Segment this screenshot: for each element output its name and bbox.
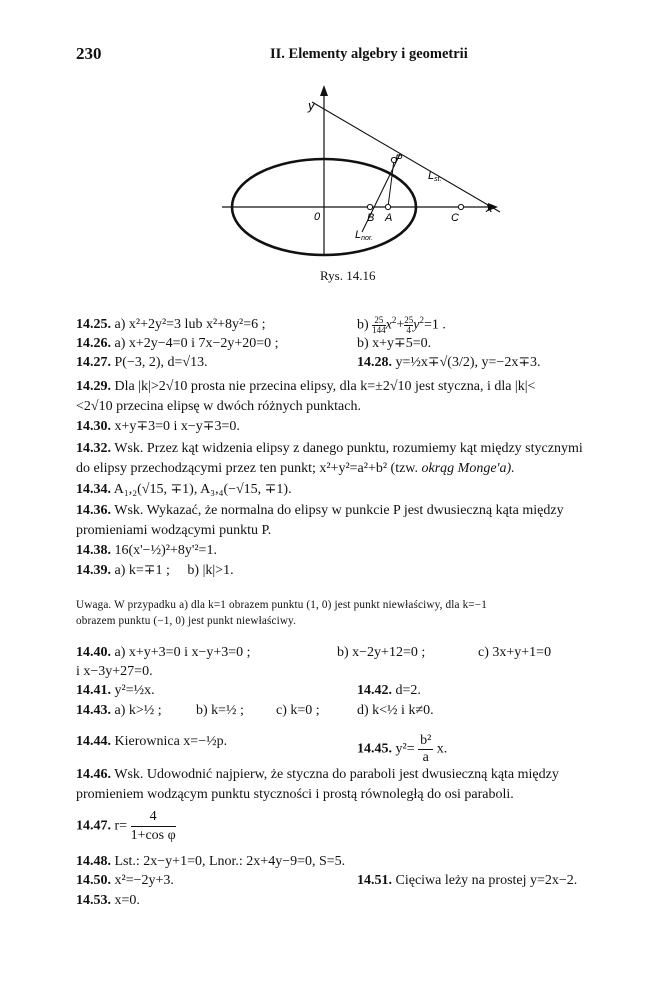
answer-14-36: 14.36. Wsk. Wykazać, że normalna do elipsy w punkcie P jest dwusieczną kąta między (76, 503, 564, 518)
answer-14-44: 14.44. Kierownica x=−½p. (76, 734, 228, 749)
y-axis-arrow (320, 85, 328, 96)
answer-14-48: 14.48. Lst.: 2x−y+1=0, Lnor.: 2x+4y−9=0, S=5. (76, 854, 346, 869)
answer-14-28: 14.28. y=½x∓√(3/2), y=−2x∓3. (357, 355, 541, 370)
answer-14-43-c: c) k=0 ; (276, 703, 320, 718)
answer-14-40: 14.40. a) x+y+3=0 i x−y+3=0 ; (76, 645, 251, 660)
answer-14-39: 14.39. a) k=∓1 ; b) |k|>1. (76, 563, 234, 578)
answer-14-40-cont: i x−3y+27=0. (76, 664, 153, 679)
label-b: B (367, 212, 375, 224)
segment-p-a (388, 160, 394, 207)
figure-caption: Rys. 14.16 (320, 268, 376, 283)
note-line-2: obrazem punktu (−1, 0) jest punkt niewłaściwy. (76, 615, 297, 627)
answer-14-32: 14.32. Wsk. Przez kąt widzenia elipsy z danego punktu, rozumiemy kąt między stycznymi (76, 441, 583, 456)
tangent-line (312, 102, 500, 212)
answer-14-47: 14.47. r= $\frac{4}{\text{1+cos φ}}$ (76, 809, 176, 843)
answer-number: 14.25. (76, 317, 111, 332)
label-y: y (308, 98, 315, 113)
note-line-1: Uwaga. W przypadku a) dla k=1 obrazem punktu (1, 0) jest punkt niewłaściwy, dla k=−1 (76, 599, 487, 611)
label-origin: 0 (314, 211, 321, 223)
answer-14-38: 14.38. 16(x'−½)²+8y'²=1. (76, 543, 217, 558)
answer-14-36-cont: promieniami wodzącymi punktu P. (76, 523, 272, 538)
answer-14-51: 14.51. Cięciwa leży na prostej y=2x−2. (357, 873, 578, 888)
answer-14-43-d: d) k<½ i k≠0. (357, 703, 434, 718)
figure-ellipse-tangent-normal (222, 82, 512, 257)
answer-14-26 (76, 335, 279, 353)
answer-14-27: 14.27. P(−3, 2), d=√13. (76, 355, 208, 370)
answer-14-29-cont: <2√10 przecina elipsę w dwóch różnych punktach. (76, 399, 361, 414)
answer-14-32-cont: do elipsy przechodzącymi przez ten punkt; x²+y²=a²+b² (tzw. okrąg Monge'a). (76, 461, 515, 476)
answer-14-25 (76, 316, 266, 334)
answer-14-34: 14.34. A₁,₂(√15, ∓1), A₃,₄(−√15, ∓1). (76, 482, 292, 497)
point-a (385, 204, 390, 209)
answer-14-42: 14.42. d=2. (357, 683, 421, 698)
answer-14-46-cont: promieniem wodzącym punktu styczności i prostą równoległą do osi paraboli. (76, 787, 514, 802)
answer-14-43: 14.43. a) k>½ ; (76, 703, 162, 718)
label-p: P (395, 153, 403, 165)
label-normal: Lnor. (355, 229, 373, 242)
answer-14-40-b: b) x−2y+12=0 ; (337, 645, 426, 660)
answer-14-43-b: b) k=½ ; (196, 703, 244, 718)
running-header: II. Elementy algebry i geometrii (270, 46, 468, 62)
answer-14-45: 14.45. y²= $\frac{\text{b²}}{a}$ x. (357, 733, 448, 765)
point-c (458, 204, 463, 209)
answer-14-50: 14.50. x²=−2y+3. (76, 873, 174, 888)
answer-14-29: 14.29. Dla |k|>2√10 prosta nie przecina elipsy, dla k=±2√10 jest styczna, i dla |k|< (76, 379, 536, 394)
answer-14-41: 14.41. y²=½x. (76, 683, 155, 698)
answer-number: 14.26. (76, 336, 111, 351)
answer-14-40-c: c) 3x+y+1=0 (478, 645, 552, 660)
answer-14-53: 14.53. x=0. (76, 893, 140, 908)
answer-part-a: a) x+2y−4=0 i 7x−2y+20=0 ; (114, 336, 279, 351)
answer-14-25-b: b) $\frac{25}{144}$ $x^2+$ $\frac{25}{4}$ $y^2=1$ . (357, 315, 446, 335)
point-b (367, 204, 372, 209)
label-tangent: Lst. (428, 170, 442, 183)
page-number: 230 (76, 44, 102, 63)
answer-14-26-b: b) x+y∓5=0. (357, 336, 432, 351)
answer-14-46: 14.46. Wsk. Udowodnić najpierw, że styczna do paraboli jest dwusieczną kąta między (76, 767, 559, 782)
answer-part-a: a) x²+2y²=3 lub x²+8y²=6 ; (114, 317, 266, 332)
label-a: A (385, 212, 393, 224)
label-c: C (451, 212, 459, 224)
label-x: x (486, 200, 493, 215)
answer-14-30: 14.30. x+y∓3=0 i x−y∓3=0. (76, 419, 240, 434)
